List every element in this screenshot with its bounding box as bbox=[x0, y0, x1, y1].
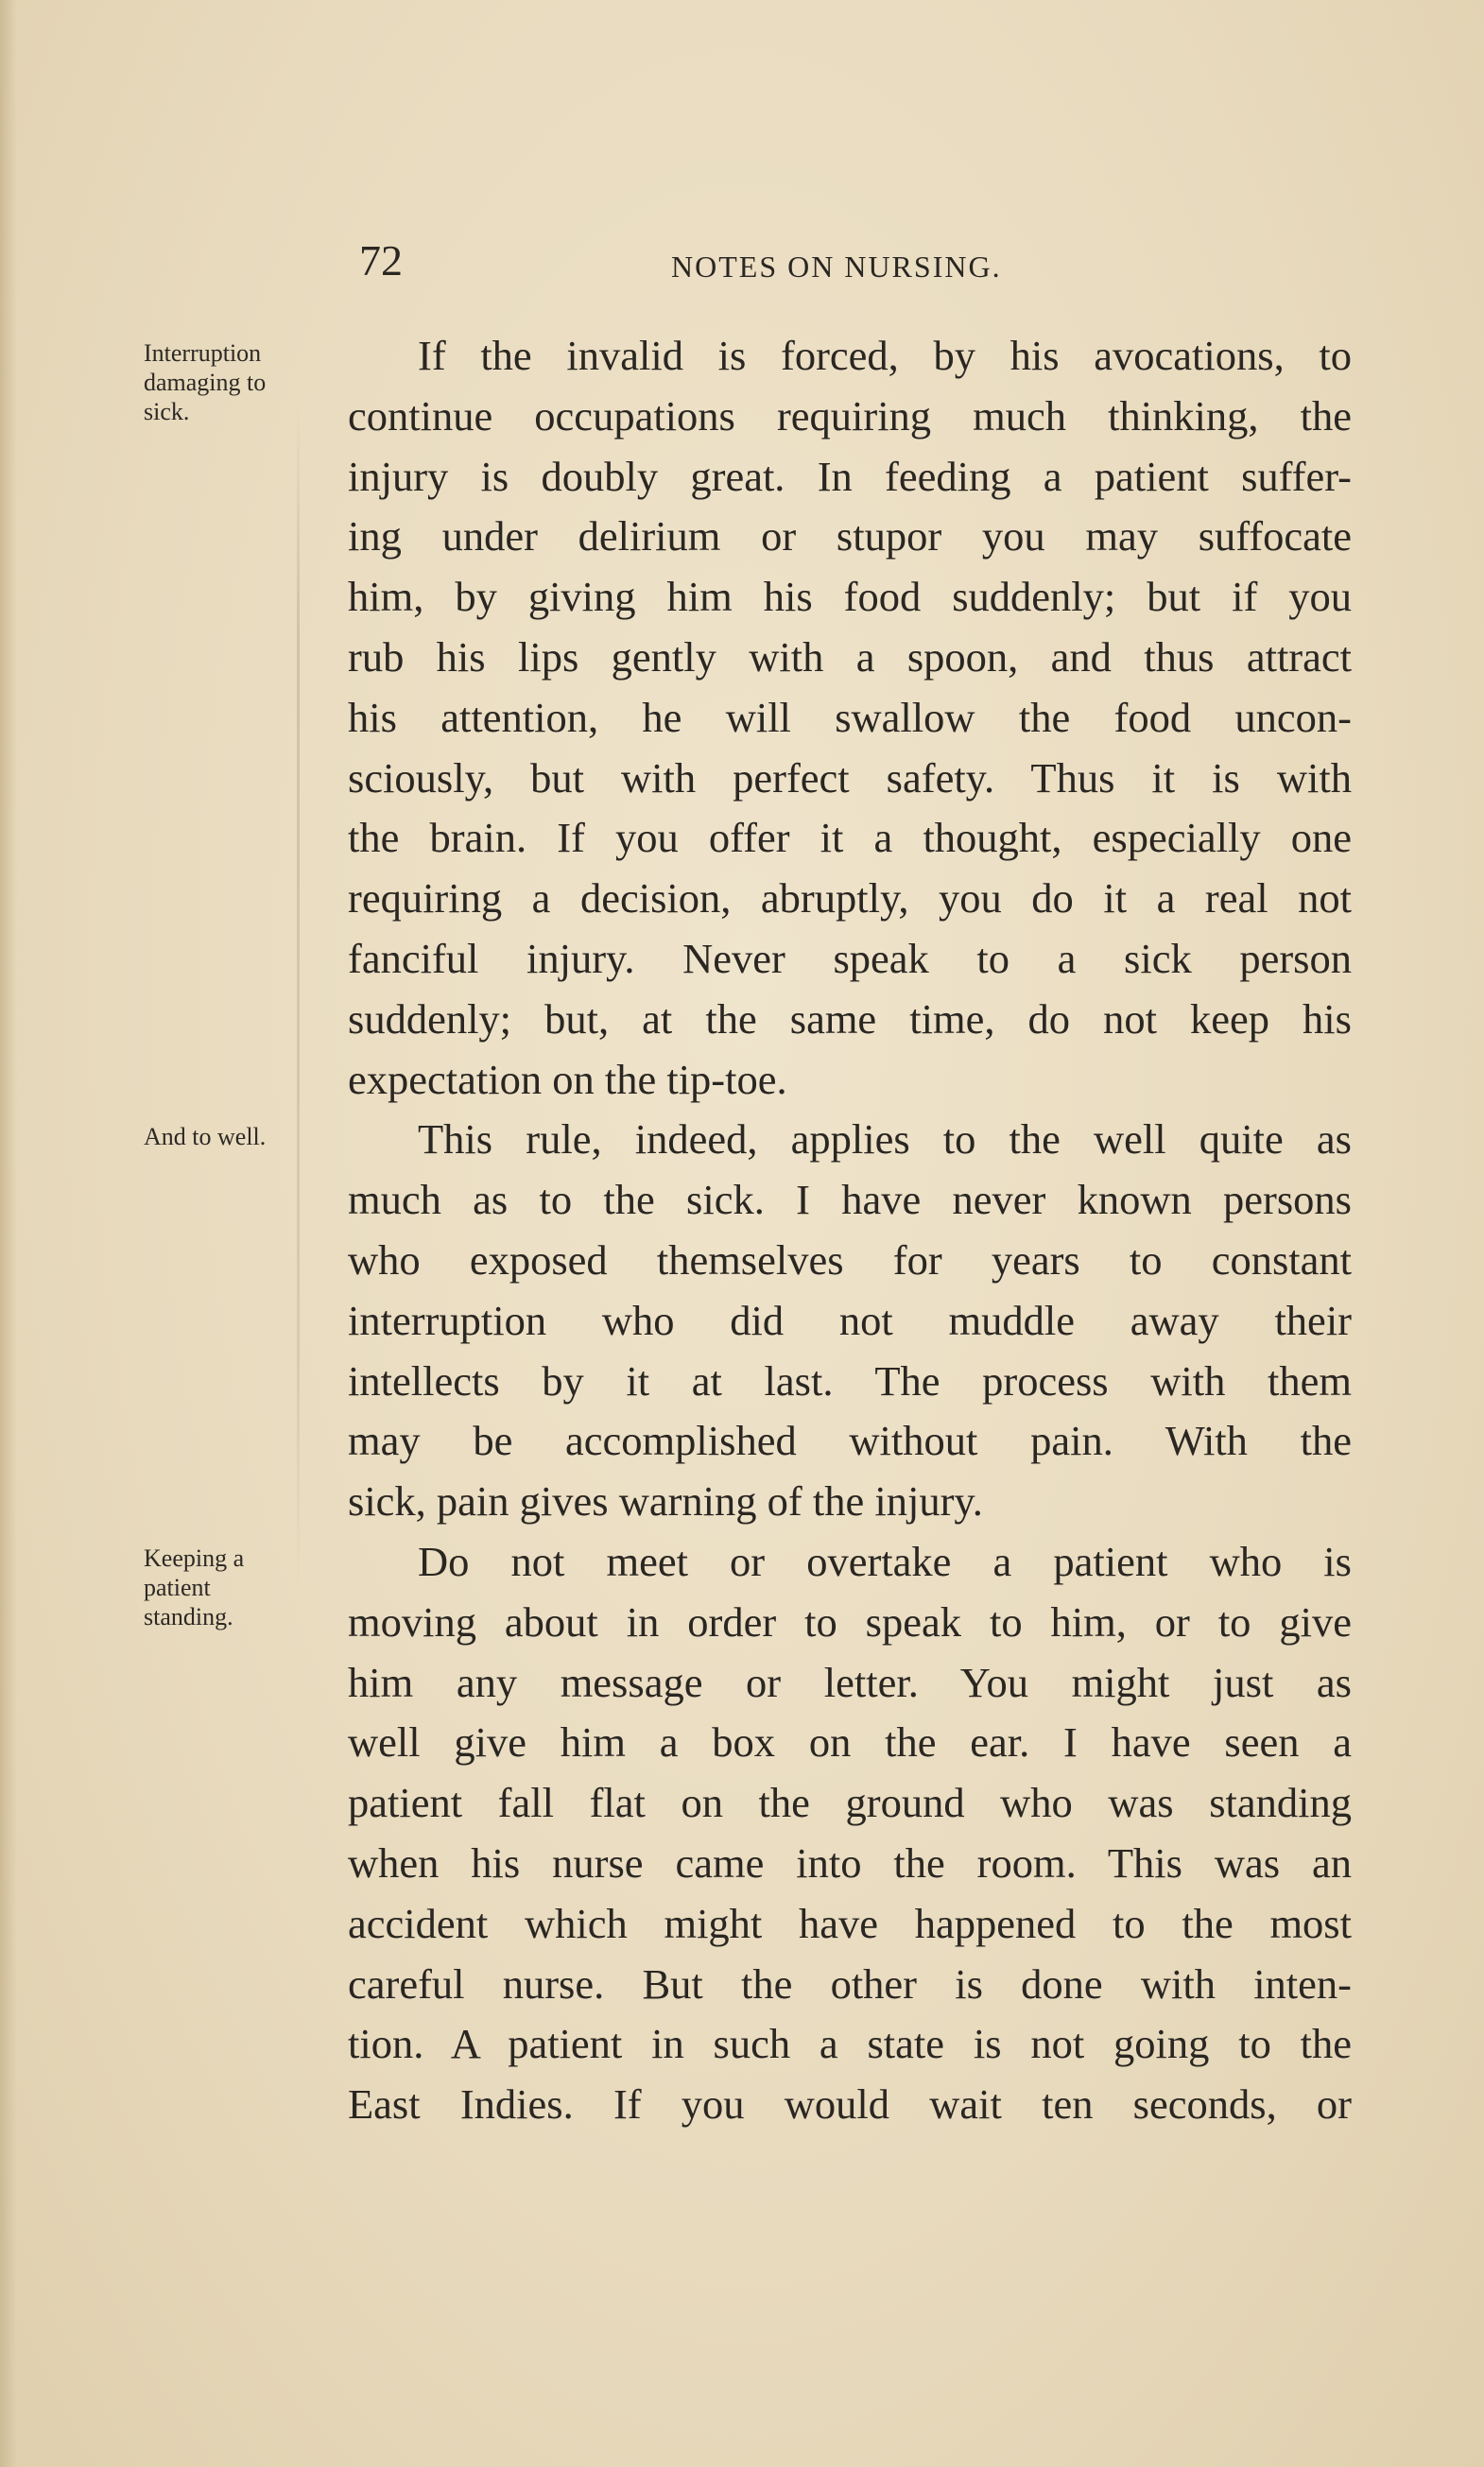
text-line: interruption who did not muddle away their bbox=[348, 1296, 1352, 1344]
text-line: If the invalid is forced, by his avocations, to bbox=[418, 332, 1352, 379]
text-line: careful nurse. But the other is done with inten- bbox=[348, 1959, 1352, 2008]
text-line: may be accomplished without pain. With the bbox=[348, 1417, 1352, 1465]
running-head: NOTES ON NURSING. bbox=[671, 250, 1002, 284]
text-line: tion. A patient in such a state is not going to the bbox=[348, 2020, 1352, 2068]
text-line: sciously, but with perfect safety. Thus it is with bbox=[348, 753, 1352, 802]
text-line: sick, pain gives warning of the injury. bbox=[348, 1477, 983, 1526]
text-line: suddenly; but, at the same time, do not keep his bbox=[348, 994, 1352, 1043]
body-text bbox=[348, 326, 1352, 2135]
sidenote-line: sick. bbox=[144, 398, 190, 425]
sidenote-line: damaging to bbox=[144, 369, 267, 396]
text-line: accident which might have happened to the most bbox=[348, 1899, 1352, 1947]
page-edge-shadow bbox=[0, 0, 17, 2467]
text-line: who exposed themselves for years to constant bbox=[348, 1235, 1352, 1284]
text-line: rub his lips gently with a spoon, and thus attract bbox=[348, 632, 1352, 681]
text-line: intellects by it at last. The process with them bbox=[348, 1356, 1352, 1405]
text-line: him, by giving him his food suddenly; but if you bbox=[348, 573, 1352, 621]
sidenote-interruption bbox=[144, 338, 323, 426]
sidenote-keeping-patient-standing bbox=[144, 1544, 323, 1631]
sidenote-line: standing. bbox=[144, 1603, 233, 1630]
text-line: continue occupations requiring much thinking, the bbox=[348, 391, 1352, 440]
text-line: moving about in order to speak to him, or to give bbox=[348, 1597, 1352, 1646]
sidenote-line: Interruption bbox=[144, 339, 262, 367]
text-line: much as to the sick. I have never known persons bbox=[348, 1176, 1352, 1224]
text-line: This rule, indeed, applies to the well quite as bbox=[418, 1115, 1352, 1164]
sidenote-and-to-well bbox=[144, 1122, 323, 1151]
text-line: East Indies. If you would wait ten seconds, or bbox=[348, 2080, 1352, 2129]
text-line: the brain. If you offer it a thought, especially one bbox=[348, 814, 1352, 862]
page-number: 72 bbox=[359, 236, 403, 285]
text-line: injury is doubly great. In feeding a patient suffer- bbox=[348, 452, 1352, 500]
text-line: well give him a box on the ear. I have seen a bbox=[348, 1718, 1352, 1767]
page-header bbox=[350, 234, 1352, 291]
text-line: ing under delirium or stupor you may suffocate bbox=[348, 512, 1352, 561]
text-line: patient fall flat on the ground who was standing bbox=[348, 1779, 1352, 1827]
text-line: requiring a decision, abruptly, you do it a real not bbox=[348, 874, 1352, 923]
text-line: him any message or letter. You might just as bbox=[348, 1658, 1352, 1706]
sidenote-line: Keeping a bbox=[144, 1544, 245, 1572]
page-crease bbox=[297, 406, 300, 1588]
text-line: fanciful injury. Never speak to a sick person bbox=[348, 934, 1352, 982]
sidenote-line: And to well. bbox=[144, 1123, 267, 1150]
text-line: expectation on the tip-toe. bbox=[348, 1055, 787, 1103]
text-line: when his nurse came into the room. This was an bbox=[348, 1838, 1352, 1887]
sidenote-line: patient bbox=[144, 1574, 211, 1601]
text-line: Do not meet or overtake a patient who is bbox=[418, 1537, 1352, 1585]
text-line: his attention, he will swallow the food uncon- bbox=[348, 693, 1352, 741]
